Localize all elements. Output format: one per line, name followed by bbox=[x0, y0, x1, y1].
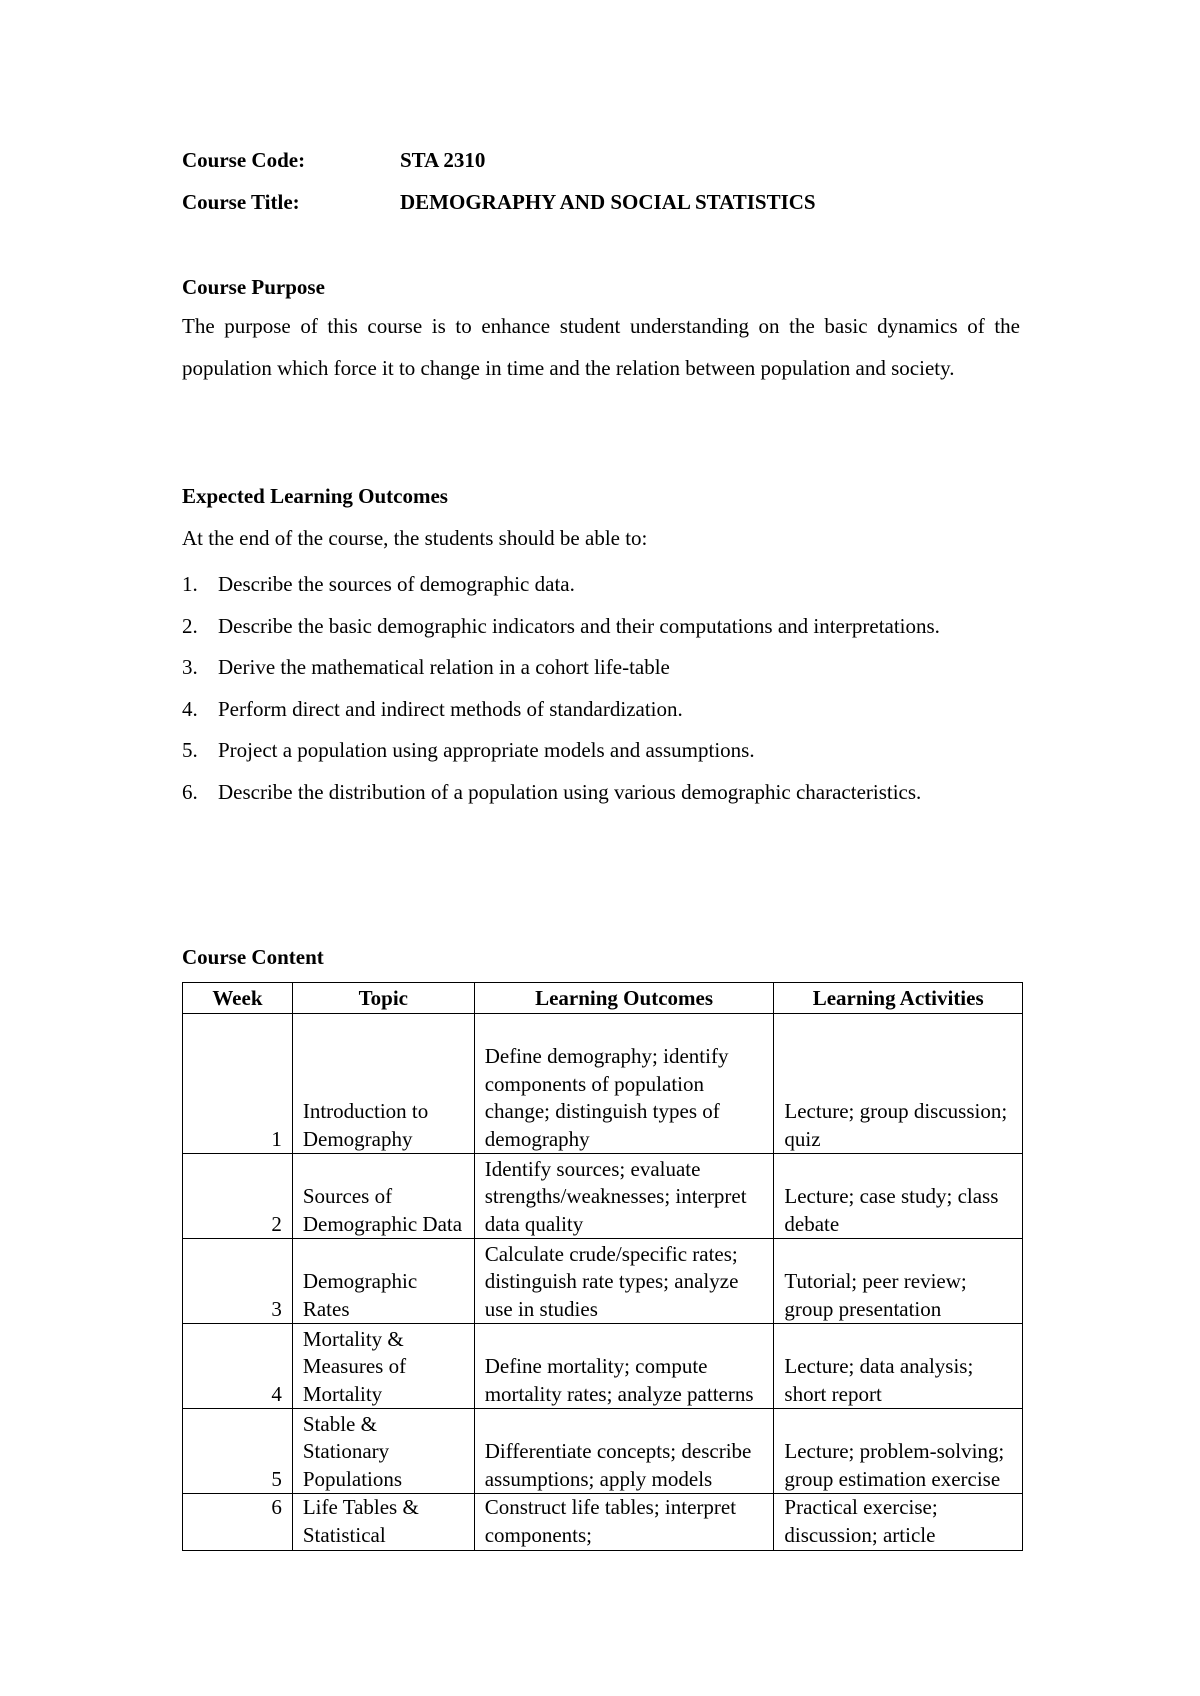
cell-activities: Lecture; group discussion; quiz bbox=[774, 1014, 1023, 1154]
cell-week: 5 bbox=[183, 1409, 293, 1494]
column-header-topic: Topic bbox=[292, 983, 474, 1014]
column-header-activities: Learning Activities bbox=[774, 983, 1023, 1014]
list-item bbox=[182, 689, 1020, 731]
cell-activities: Lecture; case study; class debate bbox=[774, 1154, 1023, 1239]
list-item-text: Describe the distribution of a population using various demographic characteristics. bbox=[218, 779, 922, 804]
cell-activities: Lecture; problem-solving; group estimation exercise bbox=[774, 1409, 1023, 1494]
list-item-text: Perform direct and indirect methods of standardization. bbox=[218, 696, 683, 721]
cell-topic: Mortality & Measures of Mortality bbox=[292, 1324, 474, 1409]
cell-week: 1 bbox=[183, 1014, 293, 1154]
course-code-row bbox=[182, 147, 485, 173]
column-header-outcomes: Learning Outcomes bbox=[474, 983, 774, 1014]
cell-activities: Lecture; data analysis; short report bbox=[774, 1324, 1023, 1409]
list-item bbox=[182, 606, 1020, 648]
purpose-text: The purpose of this course is to enhance student understanding on the basic dynamics of the population which force it to change in time and the relation between population and society. bbox=[182, 314, 1020, 380]
outcomes-intro: At the end of the course, the students should be able to: bbox=[182, 526, 648, 550]
cell-topic: Demographic Rates bbox=[292, 1239, 474, 1324]
course-content-table bbox=[182, 982, 1023, 1551]
outcomes-heading: Expected Learning Outcomes bbox=[182, 484, 448, 508]
list-item-text: Describe the sources of demographic data. bbox=[218, 572, 575, 596]
cell-week: 2 bbox=[183, 1154, 293, 1239]
cell-topic: Introduction to Demography bbox=[292, 1014, 474, 1154]
cell-outcomes: Define demography; identify components of population change; distinguish types of demography bbox=[474, 1014, 774, 1154]
cell-outcomes: Identify sources; evaluate strengths/weaknesses; interpret data quality bbox=[474, 1154, 774, 1239]
cell-activities: Tutorial; peer review; group presentation bbox=[774, 1239, 1023, 1324]
list-item-text: Describe the basic demographic indicators and their computations and interpretations. bbox=[218, 613, 940, 638]
list-item-number: 5. bbox=[182, 738, 198, 763]
cell-activities: Practical exercise; discussion; article bbox=[774, 1494, 1023, 1551]
list-item-number: 2. bbox=[182, 613, 198, 638]
course-title-value: DEMOGRAPHY AND SOCIAL STATISTICS bbox=[400, 190, 816, 214]
list-item-text: Derive the mathematical relation in a cohort life-table bbox=[218, 655, 670, 680]
list-item bbox=[182, 564, 1020, 606]
list-item-number: 4. bbox=[182, 696, 198, 721]
content-heading: Course Content bbox=[182, 945, 324, 969]
course-code-value: STA 2310 bbox=[400, 148, 486, 172]
column-header-week: Week bbox=[183, 983, 293, 1014]
cell-week: 3 bbox=[183, 1239, 293, 1324]
table-row bbox=[183, 1494, 1023, 1551]
cell-week: 6 bbox=[183, 1494, 293, 1551]
table-row bbox=[183, 1324, 1023, 1409]
list-item bbox=[182, 647, 1020, 689]
table-header-row bbox=[183, 983, 1023, 1014]
cell-topic: Life Tables & Statistical bbox=[292, 1494, 474, 1551]
list-item bbox=[182, 730, 1020, 772]
outcomes-list bbox=[182, 564, 1020, 814]
list-item-text: Project a population using appropriate models and assumptions. bbox=[218, 738, 755, 763]
list-item bbox=[182, 772, 1020, 814]
list-item-number: 1. bbox=[182, 572, 198, 596]
cell-topic: Sources of Demographic Data bbox=[292, 1154, 474, 1239]
cell-outcomes: Construct life tables; interpret components; bbox=[474, 1494, 774, 1551]
table-row bbox=[183, 1154, 1023, 1239]
cell-topic: Stable & Stationary Populations bbox=[292, 1409, 474, 1494]
course-title-label: Course Title: bbox=[182, 190, 300, 214]
list-item-number: 6. bbox=[182, 779, 198, 804]
table-row bbox=[183, 1409, 1023, 1494]
cell-outcomes: Differentiate concepts; describe assumptions; apply models bbox=[474, 1409, 774, 1494]
purpose-heading: Course Purpose bbox=[182, 275, 325, 299]
course-code-label: Course Code: bbox=[182, 148, 306, 172]
list-item-number: 3. bbox=[182, 655, 198, 680]
course-title-row bbox=[182, 189, 816, 215]
table-row bbox=[183, 1239, 1023, 1324]
cell-outcomes: Calculate crude/specific rates; distinguish rate types; analyze use in studies bbox=[474, 1239, 774, 1324]
table-row bbox=[183, 1014, 1023, 1154]
cell-week: 4 bbox=[183, 1324, 293, 1409]
cell-outcomes: Define mortality; compute mortality rates; analyze patterns bbox=[474, 1324, 774, 1409]
